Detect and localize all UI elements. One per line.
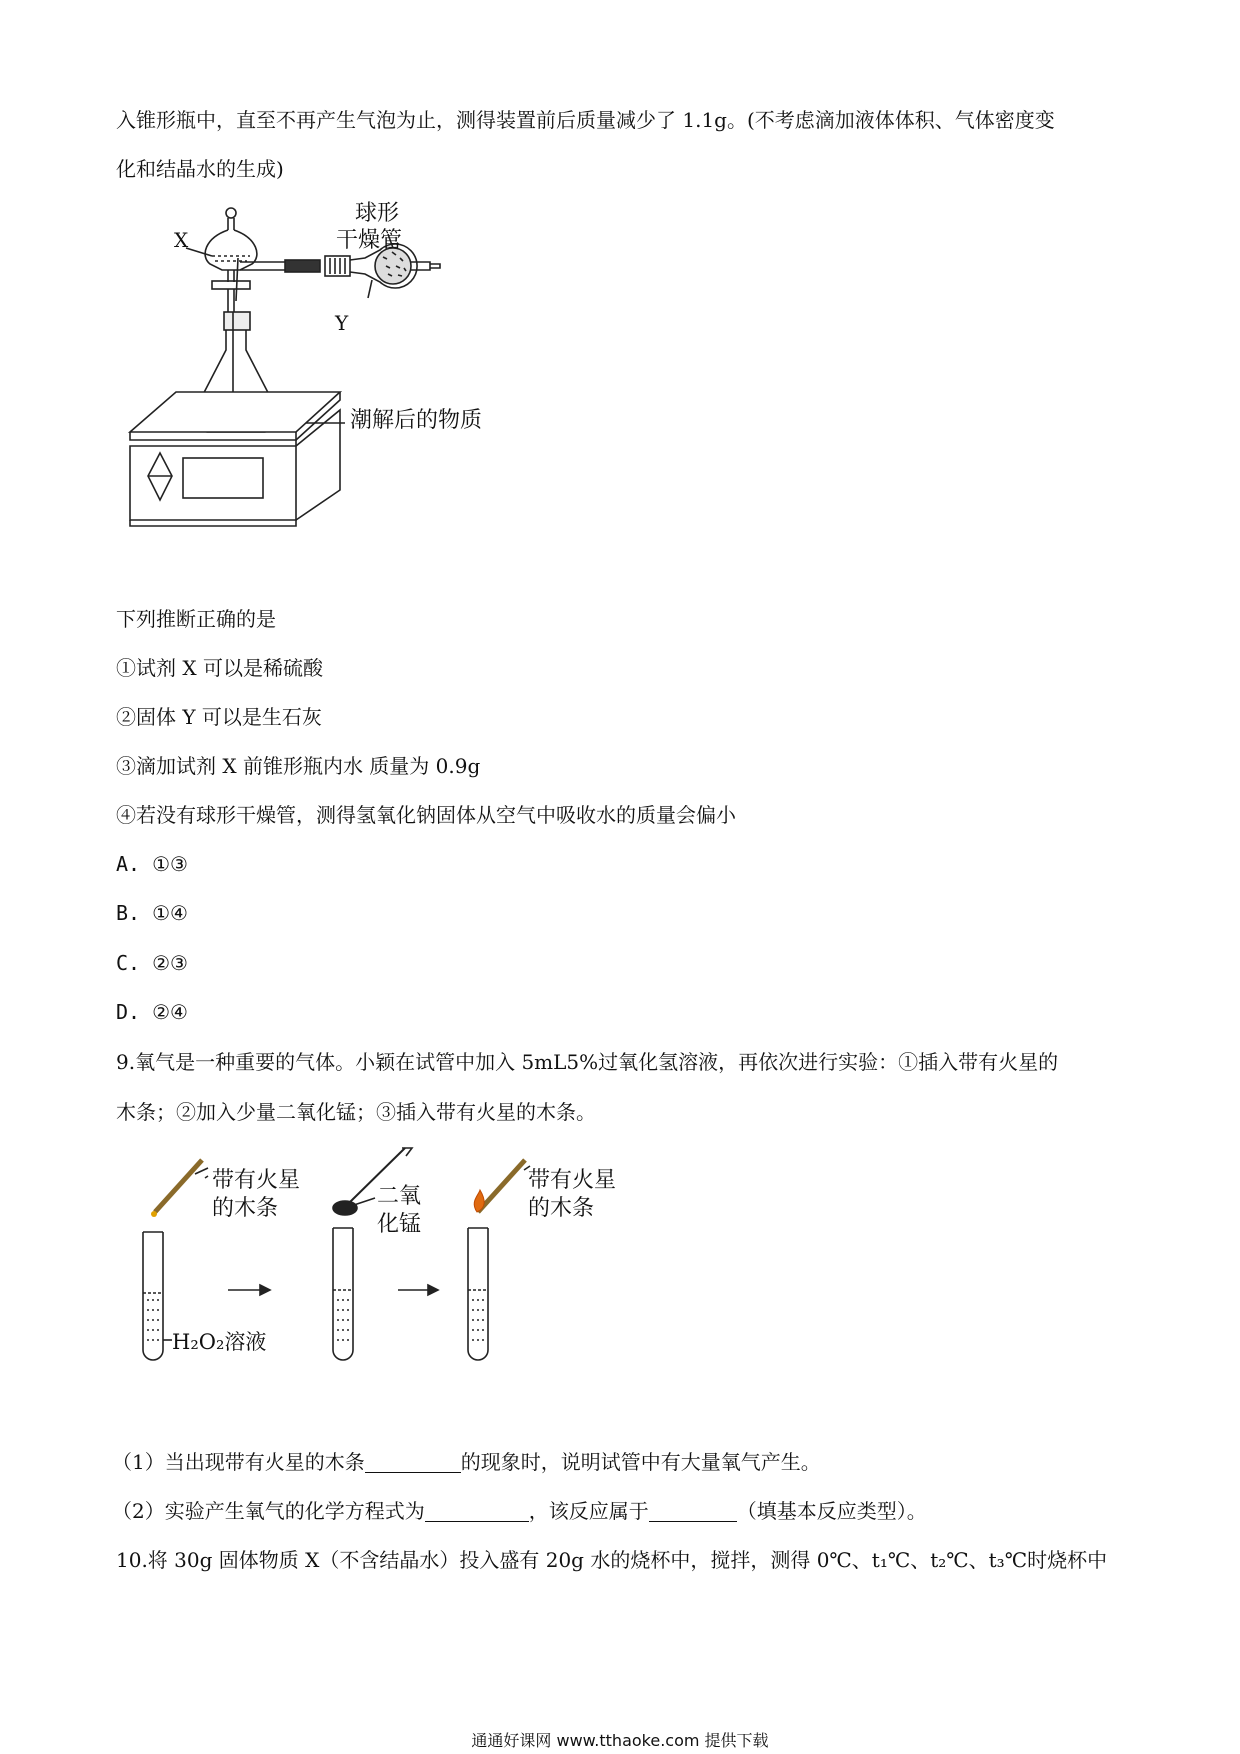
q9-sub2-before: （2）实验产生氧气的化学方程式为 (112, 1499, 425, 1523)
label-x: X (174, 228, 189, 252)
q8-option-c[interactable]: C. ②③ (116, 951, 188, 975)
q9-sub2-middle: ，该反应属于 (528, 1499, 649, 1523)
label-mno2-b: 化锰 (377, 1212, 422, 1237)
q9-line-2: 木条；②加入少量二氧化锰；③插入带有火星的木条。 (116, 1100, 596, 1124)
label-y: Y (335, 311, 349, 335)
q9-sub1-after: 的现象时，说明试管中有大量氧气产生。 (460, 1450, 821, 1474)
q9-sub2-blank-equation[interactable] (425, 1499, 529, 1522)
label-drying-tube-1: 球形 (355, 201, 400, 226)
q8-option-a[interactable]: A. ①③ (116, 852, 188, 876)
q8-statement-2: ②固体 Y 可以是生石灰 (116, 705, 322, 729)
label-h2o2-solution: H₂O₂溶液 (172, 1330, 267, 1354)
label-glowing-splint-1-a: 带有火星 (212, 1168, 301, 1193)
q8-statement-3: ③滴加试剂 X 前锥形瓶内水 质量为 0.9g (116, 754, 481, 778)
q9-line-1: 9.氧气是一种重要的气体。小颖在试管中加入 5mL5%过氧化氢溶液，再依次进行实验：①插入带有火星的 (116, 1050, 1059, 1074)
q8-statement-4: ④若没有球形干燥管，测得氢氧化钠固体从空气中吸收水的质量会偏小 (116, 803, 736, 827)
q8-prompt: 下列推断正确的是 (116, 607, 276, 631)
q9-sub1-blank[interactable] (365, 1450, 461, 1473)
q9-sub2 (112, 1497, 927, 1525)
q8-option-b[interactable]: B. ①④ (116, 901, 188, 925)
intro-line-1: 入锥形瓶中，直至不再产生气泡为止，测得装置前后质量减少了 1.1g。(不考虑滴加液体体积、气体密度变 (116, 108, 1055, 132)
q9-sub2-after: （填基本反应类型）。 (736, 1499, 927, 1523)
q9-sub2-blank-type[interactable] (649, 1499, 737, 1522)
label-glowing-splint-1-b: 的木条 (212, 1196, 279, 1221)
q9-sub1 (112, 1448, 821, 1476)
label-deliquesced-substance: 潮解后的物质 (350, 408, 483, 433)
label-mno2-a: 二氧 (377, 1184, 422, 1209)
q8-option-d[interactable]: D. ②④ (116, 1000, 188, 1024)
q10-line-1: 10.将 30g 固体物质 X（不含结晶水）投入盛有 20g 水的烧杯中，搅拌，测得 0℃、t₁℃、t₂℃、t₃℃时烧杯中 (116, 1548, 1108, 1572)
label-glowing-splint-2-a: 带有火星 (528, 1168, 617, 1193)
q8-statement-1: ①试剂 X 可以是稀硫酸 (116, 656, 323, 680)
q9-sub1-before: （1）当出现带有火星的木条 (112, 1450, 365, 1474)
label-drying-tube-2: 干燥管 (336, 228, 403, 253)
label-glowing-splint-2-b: 的木条 (528, 1196, 595, 1221)
intro-line-2: 化和结晶水的生成) (116, 157, 284, 181)
page-footer: 通通好课网 www.tthaoke.com 提供下载 (471, 1731, 769, 1750)
